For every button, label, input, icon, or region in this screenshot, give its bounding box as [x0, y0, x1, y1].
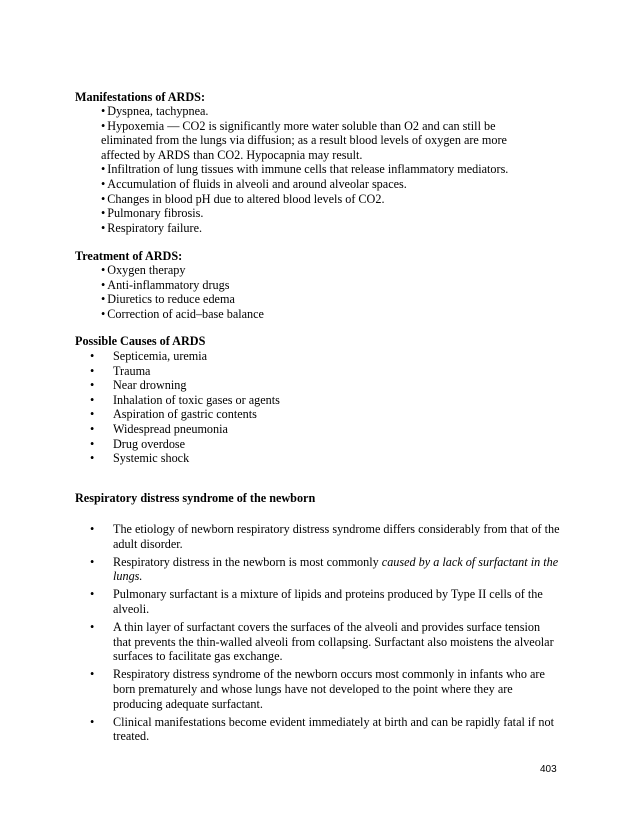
newborn-list [90, 522, 560, 747]
list-item: • Trauma [90, 363, 151, 378]
list-item: • Correction of acid–base balance [101, 306, 264, 321]
list-item: • Respiratory failure. [101, 220, 203, 235]
list-item: • Clinical manifestations become evident immediately at birth and can be rapidly fatal if not treated. [90, 714, 554, 744]
treatment-heading: Treatment of ARDS: [75, 249, 183, 263]
page-number: 403 [540, 764, 557, 775]
list-item: • Oxygen therapy [101, 263, 186, 277]
list-item: • Pulmonary fibrosis. [101, 206, 204, 221]
list-item: • Diuretics to reduce edema [101, 292, 235, 307]
list-item: • Dyspnea, tachypnea. [101, 104, 209, 118]
list-item: • The etiology of newborn respiratory distress syndrome differs considerably from that of the adult disorder. [90, 522, 560, 551]
list-item: • Infiltration of lung tissues with immune cells that release inflammatory mediators. [101, 162, 509, 177]
list-item: • Respiratory distress syndrome of the newborn occurs most commonly in infants who are born prematurely and whose lungs have not developed to the point where they are producing adequate surfactant. [90, 667, 545, 711]
manifestations-list [101, 104, 541, 235]
list-item: • Hypoxemia — CO2 is significantly more water soluble than O2 and can still be eliminated from the lungs via diffusion; as a result blood levels of oxygen are more affected by ARDS than CO2. Hypocapnia may result. [101, 118, 507, 162]
manifestations-heading: Manifestations of ARDS: [75, 90, 205, 104]
list-item: • Accumulation of fluids in alveoli and around alveolar spaces. [101, 176, 407, 191]
causes-list [90, 349, 560, 466]
list-item: • Septicemia, uremia [90, 349, 208, 363]
list-item: • A thin layer of surfactant covers the surfaces of the alveoli and provides surface tension that prevents the thin-walled alveoli from collapsing. Surfactant also moistens the alveolar surfaces to facilitate gas exchange. [90, 620, 554, 664]
list-item: • Inhalation of toxic gases or agents [90, 392, 280, 407]
list-item: • Pulmonary surfactant is a mixture of lipids and proteins produced by Type II cells of the alveoli. [90, 587, 543, 616]
list-item: • Systemic shock [90, 451, 190, 466]
list-item: • Aspiration of gastric contents [90, 407, 257, 422]
treatment-list [101, 263, 541, 321]
list-item: • Near drowning [90, 378, 187, 393]
list-item: • Changes in blood pH due to altered blood levels of CO2. [101, 191, 385, 206]
list-item: • Anti-inflammatory drugs [101, 277, 230, 292]
list-item: • Respiratory distress in the newborn is most commonly caused by a lack of surfactant in the lungs. [90, 554, 559, 584]
list-item: • Drug overdose [90, 436, 186, 451]
causes-heading: Possible Causes of ARDS [75, 334, 206, 348]
newborn-heading: Respiratory distress syndrome of the newborn [75, 491, 316, 505]
list-item: • Widespread pneumonia [90, 421, 228, 436]
